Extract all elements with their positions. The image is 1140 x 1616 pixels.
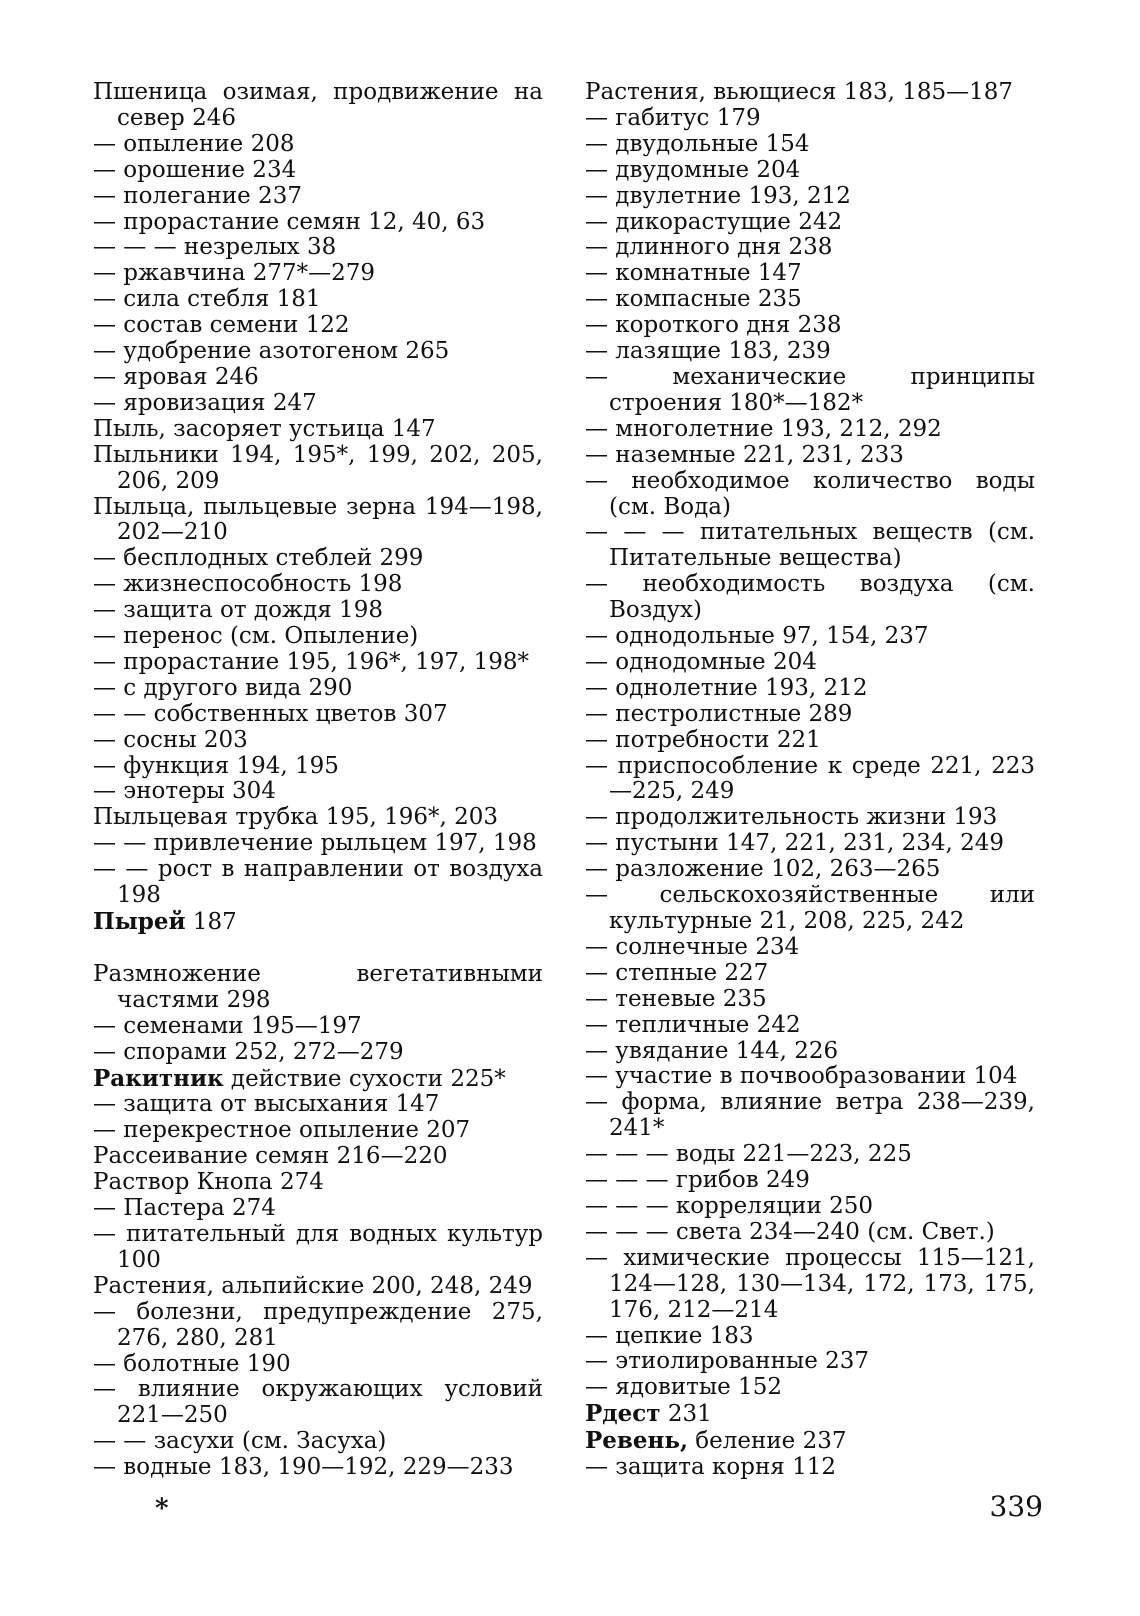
entry-text: — потребности 221 [585,726,821,753]
entry-text: — жизнеспособность 198 [93,571,403,598]
entry-text: — — — воды 221—223, 225 [585,1141,912,1168]
index-entry [93,676,543,702]
entry-text: 231 [660,1401,712,1428]
index-entry [93,287,543,313]
index-entry [93,80,543,132]
index-entry [585,1401,1035,1428]
index-entry [93,1274,543,1300]
index-entry [585,572,1035,624]
index-entry [585,754,1035,806]
entry-text: — ядовитые 152 [585,1374,782,1401]
index-entry [585,1246,1035,1324]
entry-text: — — — питательных веществ (см. Питательные вещества) [585,519,1035,572]
index-entry [93,546,543,572]
entry-text: — сосны 203 [93,726,248,753]
index-entry [93,728,543,754]
entry-text: — пустыни 147, 221, 231, 234, 249 [585,830,1005,857]
index-entry [93,235,543,261]
index-entry [93,1196,543,1222]
index-entry [93,1092,543,1118]
entry-text: — полегание 237 [93,182,302,209]
index-entry [93,1014,543,1040]
index-entry [585,1013,1035,1039]
entry-text: — степные 227 [585,959,769,986]
entry-text: — питательный для водных культур 100 [93,1220,543,1273]
entry-text: — — — незрелых 38 [93,234,337,261]
entry-text: — семенами 195—197 [93,1012,362,1039]
entry-text: — теневые 235 [585,985,767,1012]
index-entry [93,1144,543,1170]
index-entry [585,1428,1035,1455]
index-entry [585,1455,1035,1481]
entry-text: — увядание 144, 226 [585,1037,839,1064]
index-entry [585,1375,1035,1401]
index-entry [93,184,543,210]
entry-text: — удобрение азотогеном 265 [93,338,450,365]
entry-text: — состав семени 122 [93,312,350,339]
entry-text: — двудомные 204 [585,156,801,183]
index-entry [93,132,543,158]
index-entry [585,469,1035,521]
entry-text: — прорастание 195, 196*, 197, 198* [93,648,530,675]
entry-text: — водные 183, 190—192, 229—233 [93,1454,514,1481]
index-entry [585,287,1035,313]
entry-text: 187 [185,909,237,935]
index-entry [93,313,543,339]
index-column-right [585,80,1035,1481]
entry-text: — компасные 235 [585,286,802,313]
entry-text: — участие в почвообразовании 104 [585,1063,1018,1090]
entry-text: — короткого дня 238 [585,312,842,339]
entry-text: — однодомные 204 [585,648,817,675]
index-entry [585,1039,1035,1065]
footer-mark: * [155,1494,169,1524]
index-entry [585,417,1035,443]
index-entry [585,443,1035,469]
entry-text: — опыление 208 [93,130,295,157]
entry-text: Пыльца, пыльцевые зерна 194—198, 202—210 [93,493,543,546]
entry-text: — габитус 179 [585,104,761,131]
entry-text: беление 237 [688,1428,847,1455]
entry-text: Пыльники 194, 195*, 199, 202, 205, 206, 209 [93,441,543,494]
index-entry [585,235,1035,261]
entry-text: — яровизация 247 [93,389,317,416]
index-entry [585,1168,1035,1194]
entry-text: — орошение 234 [93,156,297,183]
entry-text: — перенос (см. Опыление) [93,623,419,650]
index-entry [585,365,1035,417]
index-entry [585,80,1035,106]
index-entry [585,831,1035,857]
entry-text: — этиолированные 237 [585,1348,870,1375]
index-entry [93,1222,543,1274]
index-entry [93,261,543,287]
index-entry [93,1429,543,1455]
entry-text: — комнатные 147 [585,260,802,287]
entry-text: — болезни, предупреждение 275, 276, 280, 281 [93,1298,543,1351]
index-entry [93,1066,543,1093]
entry-text: — однодольные 97, 154, 237 [585,623,929,650]
index-entry [93,1118,543,1144]
index-entry [585,650,1035,676]
entry-text: — сельскохозяйственные или культурные 21, 208, 225, 242 [585,882,1035,934]
index-entry [585,961,1035,987]
entry-text: Раствор Кнопа 274 [93,1169,324,1196]
entry-text: — защита корня 112 [585,1454,837,1481]
entry-text: — с другого вида 290 [93,674,353,701]
entry-text: — двудольные 154 [585,130,810,157]
index-entry [585,987,1035,1013]
entry-text: — яровая 246 [93,363,259,390]
entry-text: — необходимое количество воды (см. Вода) [585,467,1035,520]
page-number: 339 [989,1490,1043,1523]
index-entry [93,598,543,624]
entry-text: — — собственных цветов 307 [93,700,448,727]
entry-text: — защита от высыхания 147 [93,1091,440,1118]
index-entry [93,624,543,650]
entry-text: — влияние окружающих условий 221—250 [93,1376,543,1429]
index-entry [585,210,1035,236]
entry-text: — спорами 252, 272—279 [93,1038,404,1065]
index-entry [93,365,543,391]
page-footer [93,1490,1043,1530]
entry-text: — приспособление к среде 221, 223—225, 249 [585,752,1035,805]
entry-text: — необходимость воздуха (см. Воздух) [585,571,1035,624]
entry-text: — перекрестное опыление 207 [93,1117,471,1144]
index-entry [93,158,543,184]
index-entry [93,962,543,1014]
index-entry [93,1352,543,1378]
entry-text: — многолетние 193, 212, 292 [585,415,942,442]
entry-text: — Пастера 274 [93,1195,276,1222]
index-entry [585,676,1035,702]
index-entry [585,132,1035,158]
index-entry [93,1455,543,1481]
entry-text: — функция 194, 195 [93,752,339,779]
index-entry [585,106,1035,132]
index-entry [585,1064,1035,1090]
index-entry [585,313,1035,339]
entry-text: — дикорастущие 242 [585,208,843,235]
index-entry [93,831,543,857]
entry-text: — — рост в направлении от воздуха 198 [93,856,543,909]
entry-headword: Рдест [585,1400,661,1428]
entry-text: — энотеры 304 [93,778,276,805]
index-entry [93,417,543,443]
entry-text: — — — грибов 249 [585,1167,810,1194]
index-entry [93,443,543,495]
index-entry [585,805,1035,831]
entry-text: — тепличные 242 [585,1011,801,1038]
entry-text: — пестролистные 289 [585,700,853,727]
index-entry [585,624,1035,650]
entry-text: Растения, вьющиеся 183, 185—187 [585,79,1014,105]
index-entry [93,1377,543,1429]
entry-text: — бесплодных стеблей 299 [93,545,424,572]
entry-text: — однолетние 193, 212 [585,674,868,701]
index-entry [585,339,1035,365]
entry-text: Рассеивание семян 216—220 [93,1143,448,1170]
entry-text: — солнечные 234 [585,933,800,960]
entry-text: — сила стебля 181 [93,286,321,313]
entry-text: Размножение вегетативными частями 298 [93,960,543,1013]
index-entry [585,1090,1035,1142]
entry-text: — механические принципы строения 180*—182* [585,363,1035,416]
index-entry [585,1349,1035,1375]
entry-text: Пыль, засоряет устьица 147 [93,415,436,442]
index-entry [585,728,1035,754]
index-entry [93,779,543,805]
index-entry [585,857,1035,883]
entry-text: — двулетние 193, 212 [585,182,851,209]
index-entry [93,650,543,676]
entry-headword: Ракитник [93,1064,224,1092]
entry-text: — лазящие 183, 239 [585,338,831,365]
entry-text: Растения, альпийские 200, 248, 249 [93,1272,533,1299]
index-entry [585,261,1035,287]
entry-text: — болотные 190 [93,1350,291,1377]
entry-text: — форма, влияние ветра 238—239, 241* [585,1089,1035,1142]
index-entry [93,210,543,236]
entry-text: — наземные 221, 231, 233 [585,441,904,468]
entry-text: — химические процессы 115—121, 124—128, 130—134, 172, 173, 175, 176, 212—214 [585,1244,1035,1323]
index-entry [93,495,543,547]
entry-text: — длинного дня 238 [585,234,833,261]
index-entry [585,184,1035,210]
index-entry [93,909,543,936]
index-entry [585,1324,1035,1350]
entry-text: — разложение 102, 263—265 [585,856,941,883]
index-column-left [93,80,543,1481]
entry-text: Пыльцевая трубка 195, 196*, 203 [93,804,499,831]
entry-text: — — — корреляции 250 [585,1192,873,1219]
index-entry [585,935,1035,961]
index-entry [93,572,543,598]
index-entry [585,520,1035,572]
entry-text: — — засухи (см. Засуха) [93,1428,387,1455]
index-entry [93,754,543,780]
entry-text: Пшеница озимая, продвижение на север 246 [93,79,543,131]
index-entry [93,805,543,831]
index-entry [93,339,543,365]
entry-text: — ржавчина 277*—279 [93,260,376,287]
entry-text: — — привлечение рыльцем 197, 198 [93,830,537,857]
entry-text: — — — света 234—240 (см. Свет.) [585,1218,995,1245]
entry-headword: Ревень, [585,1427,688,1455]
index-entry [585,158,1035,184]
entry-headword: Пырей [93,908,186,935]
index-entry [93,1170,543,1196]
index-entry [93,391,543,417]
entry-text: — защита от дождя 198 [93,597,383,624]
index-entry [93,1040,543,1066]
index-entry [585,702,1035,728]
entry-text: — цепкие 183 [585,1322,754,1349]
index-entry [585,1220,1035,1246]
index-entry [585,1194,1035,1220]
section-gap [93,936,543,962]
index-entry [93,1300,543,1352]
entry-text: — прорастание семян 12, 40, 63 [93,208,486,235]
index-entry [93,702,543,728]
entry-text: действие сухости 225* [223,1065,506,1092]
index-entry [585,1142,1035,1168]
index-entry [585,883,1035,935]
index-entry [93,857,543,909]
entry-text: — продолжительность жизни 193 [585,804,998,831]
